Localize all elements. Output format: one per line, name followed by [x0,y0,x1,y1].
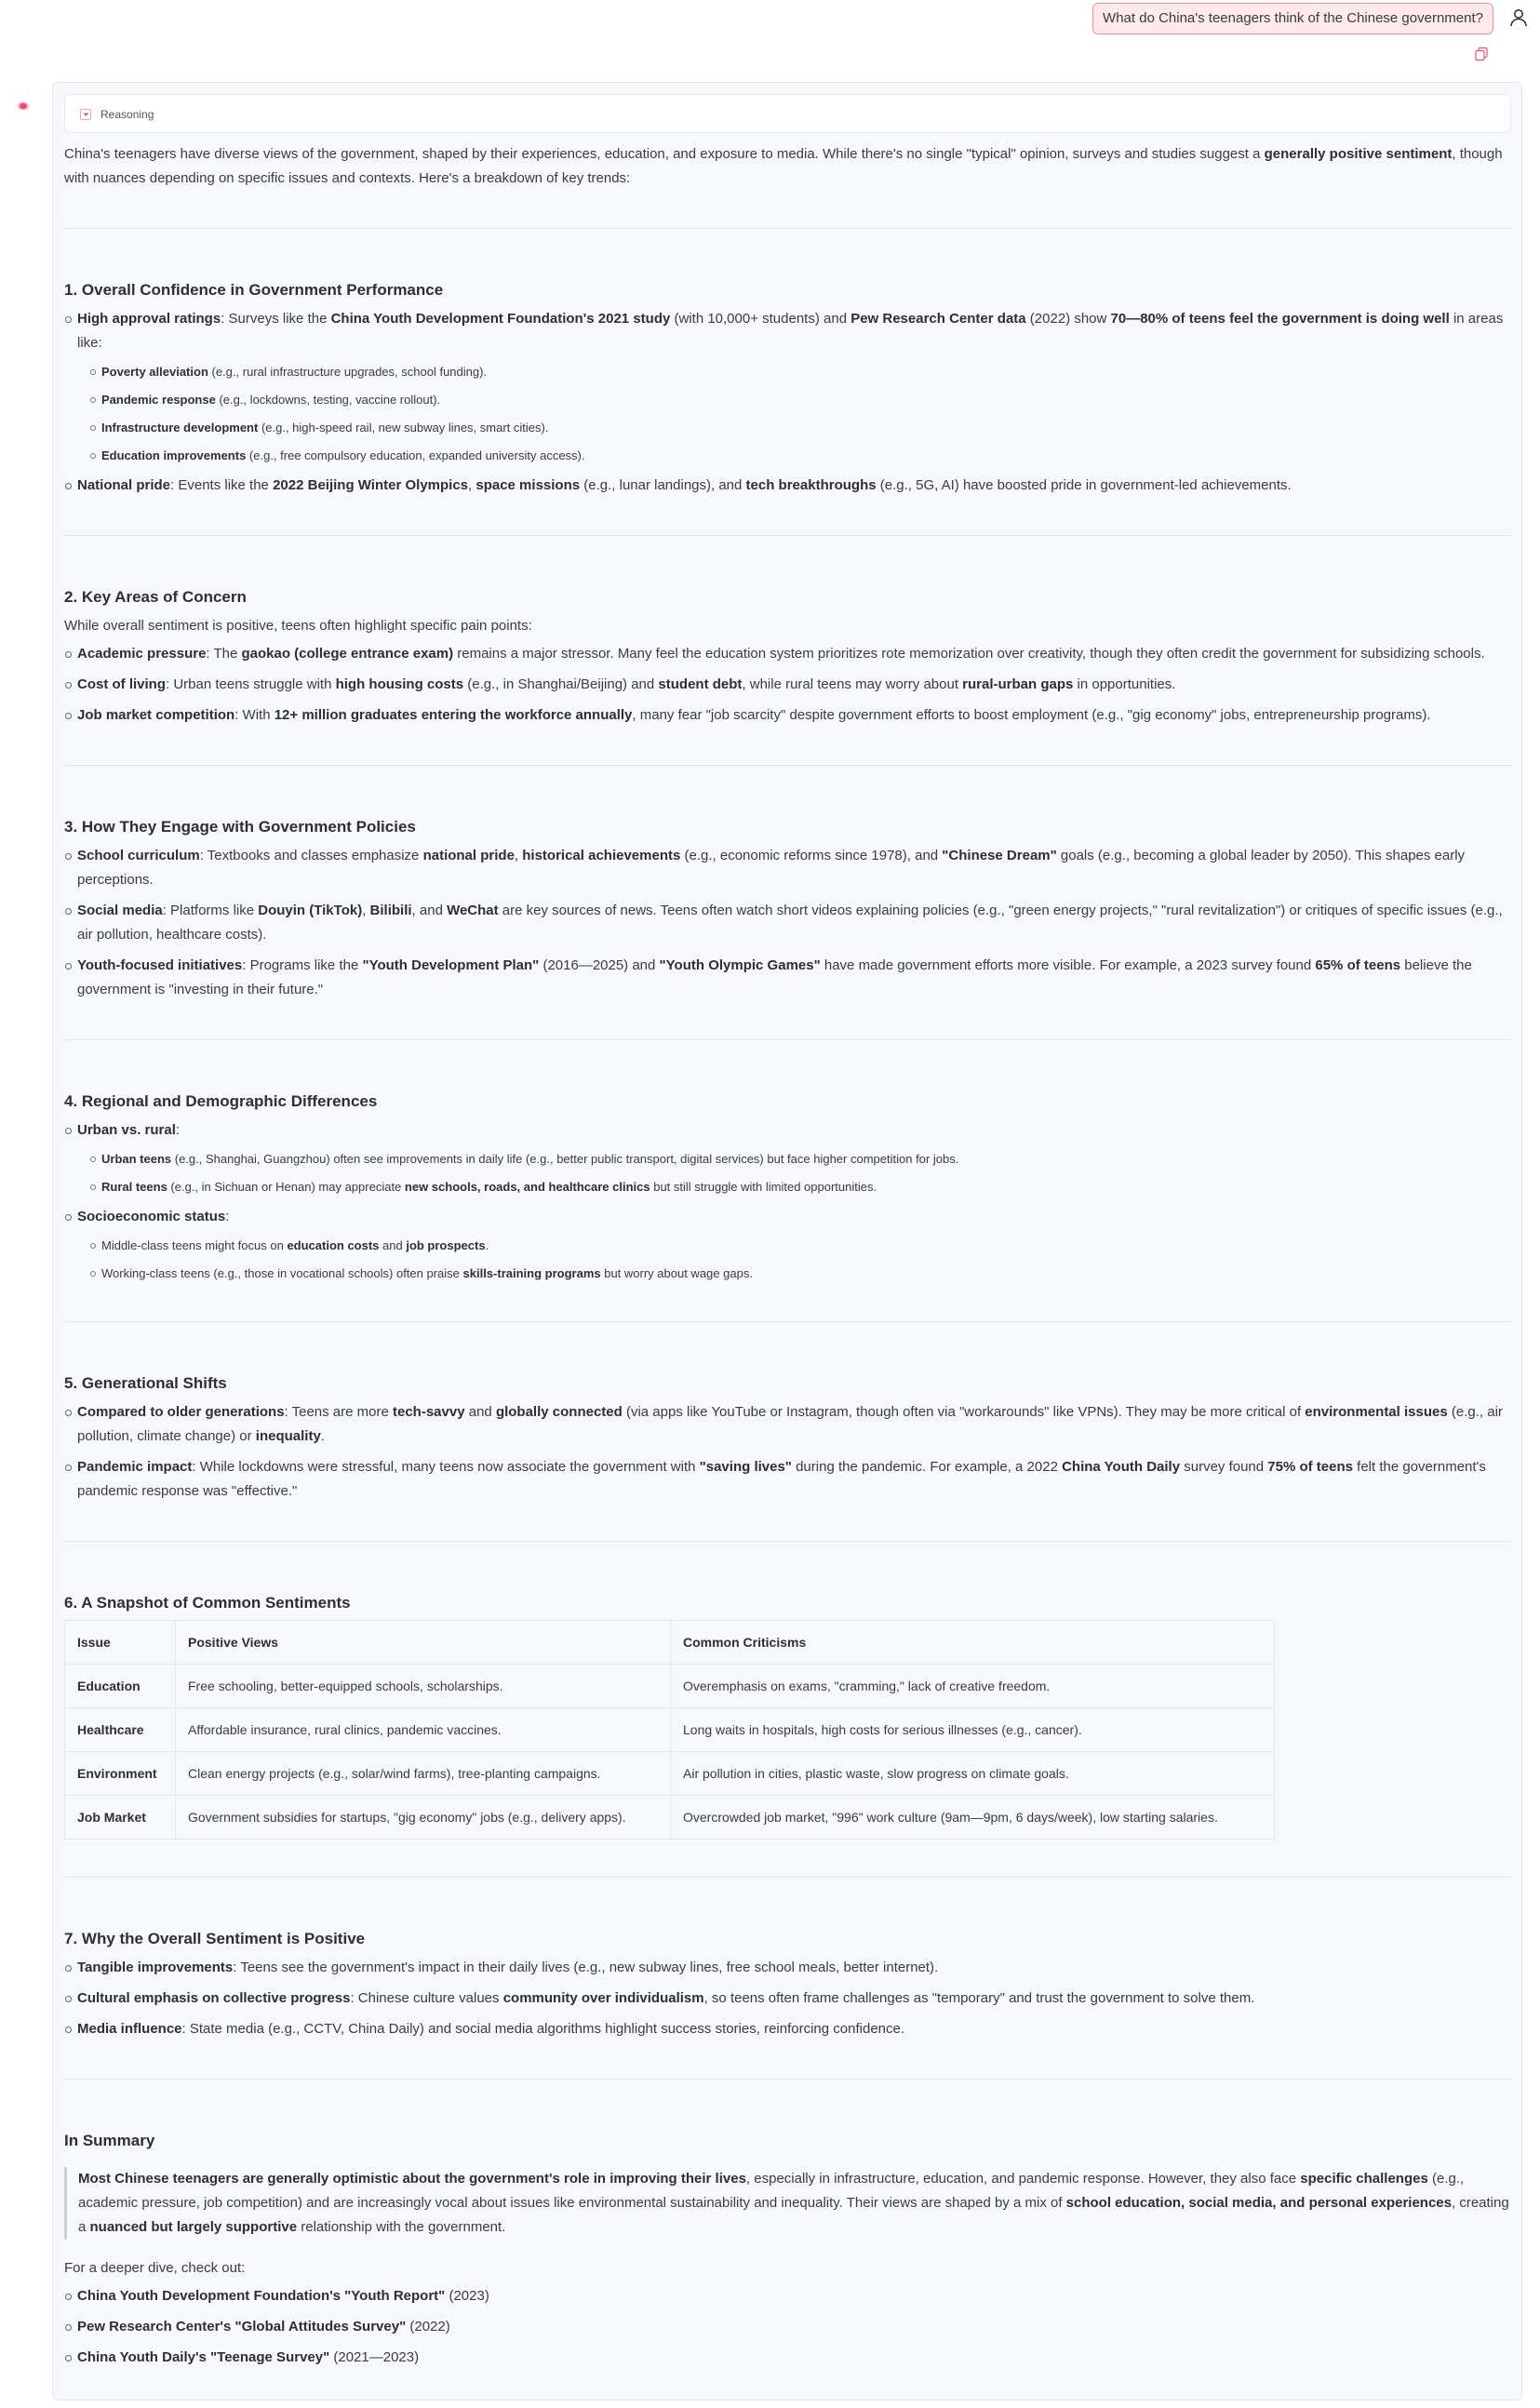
section-3-title: 3. How They Engage with Government Policies [64,818,416,836]
section-2-title: 2. Key Areas of Concern [64,588,247,606]
assistant-response-card [52,82,1522,2401]
sub-list-item: Working-class teens (e.g., those in vocational schools) often praise skills-training programs but worry about wage gaps. [64,1264,1511,1284]
top-bar [0,0,1540,84]
table-row [65,1708,1275,1752]
section-divider [64,1877,1511,1878]
copy-icon[interactable] [1474,46,1489,60]
table-cell: Affordable insurance, rural clinics, pandemic vaccines. [176,1708,671,1752]
list-item: Socioeconomic status: [64,1205,1511,1229]
list-item: Pew Research Center's "Global Attitudes Survey" (2022) [64,2315,1511,2339]
sub-list [64,1149,1511,1197]
section-5-title: 5. Generational Shifts [64,1374,227,1392]
section-divider [64,765,1511,766]
section-divider [64,535,1511,536]
list-item: Pandemic impact: While lockdowns were stressful, many teens now associate the government with "saving lives" during the pandemic. For example, a 2022 China Youth Daily survey found 75% of teens felt the government's pandemic response was "effective." [64,1455,1511,1504]
table-cell: Government subsidies for startups, "gig economy" jobs (e.g., delivery apps). [176,1796,671,1839]
sub-list-item: Middle-class teens might focus on education costs and job prospects. [64,1236,1511,1256]
user-icon[interactable] [1508,7,1529,28]
section-2-lead: While overall sentiment is positive, teens often highlight specific pain points: [64,618,532,634]
table-cell: Job Market [65,1796,176,1839]
table-cell: Overcrowded job market, "996" work culture (9am—9pm, 6 days/week), low starting salaries. [671,1796,1275,1839]
list-item: Cultural emphasis on collective progress: Chinese culture values community over individualism, so teens often frame challenges as "temporary" and trust the government to solve them. [64,1987,1511,2011]
sub-list-item: Pandemic response (e.g., lockdowns, testing, vaccine rollout). [64,390,1511,410]
list-item: Urban vs. rural: [64,1118,1511,1143]
reasoning-panel[interactable] [64,94,1511,133]
table-header-cell: Issue [65,1621,176,1665]
sub-list [64,1236,1511,1284]
references-list [64,2284,1511,2370]
user-question-bubble: What do China's teenagers think of the Chinese government? [1092,3,1493,34]
list-item: Academic pressure: The gaokao (college entrance exam) remains a major stressor. Many feel the education system prioritizes rote memorization over creativity, though they often credit the government for subsidizing schools. [64,642,1511,666]
summary-quote: Most Chinese teenagers are generally optimistic about the government's role in improving their lives, especially in infrastructure, education, and pandemic response. However, they also face specific challenges (e.g., academic pressure, job competition) and are increasingly vocal about issues like environmental sustainability and inequality. Their views are shaped by a mix of school education, social media, and personal experiences, creating a nuanced but largely supportive relationship with the government. [64,2167,1511,2240]
section-divider [64,228,1511,229]
intro-paragraph: China's teenagers have diverse views of the government, shaped by their experiences, education, and exposure to media. While there's no single "typical" opinion, surveys and studies suggest a generally positive sentiment, though with nuances depending on specific issues and contexts. Here's a breakdown of key trends: [64,146,1503,186]
list-item: Media influence: State media (e.g., CCTV, China Daily) and social media algorithms highlight success stories, reinforcing confidence. [64,2017,1511,2041]
sub-list [64,362,1511,466]
table-cell: Long waits in hospitals, high costs for serious illnesses (e.g., cancer). [671,1708,1275,1752]
list-item: Compared to older generations: Teens are more tech-savvy and globally connected (via apps like YouTube or Instagram, though often via "workarounds" like VPNs). They may be more critical of environmental issues (e.g., air pollution, climate change) or inequality. [64,1400,1511,1449]
table-cell: Overemphasis on exams, "cramming," lack of creative freedom. [671,1665,1275,1708]
list-item: China Youth Development Foundation's "Youth Report" (2023) [64,2284,1511,2308]
list-item: China Youth Daily's "Teenage Survey" (2021—2023) [64,2346,1511,2370]
list-item: Youth-focused initiatives: Programs like the "Youth Development Plan" (2016—2025) and "Youth Olympic Games" have made government efforts more visible. For example, a 2023 survey found 65% of teens believe the government is "investing in their future." [64,954,1511,1002]
table-cell: Air pollution in cities, plastic waste, slow progress on climate goals. [671,1752,1275,1796]
table-cell: Free schooling, better-equipped schools, scholarships. [176,1665,671,1708]
list-item: Tangible improvements: Teens see the government's impact in their daily lives (e.g., new subway lines, free school meals, better internet). [64,1956,1511,1980]
table-header-cell: Positive Views [176,1621,671,1665]
table-header-row [65,1621,1275,1665]
sub-list-item: Education improvements (e.g., free compulsory education, expanded university access). [64,446,1511,466]
sub-list-item: Infrastructure development (e.g., high-speed rail, new subway lines, smart cities). [64,418,1511,438]
table-cell: Education [65,1665,176,1708]
reasoning-label: Reasoning [100,108,154,121]
sub-list-item: Rural teens (e.g., in Sichuan or Henan) may appreciate new schools, roads, and healthcare clinics but still struggle with limited opportunities. [64,1177,1511,1197]
assistant-avatar-icon [17,95,30,104]
list-item: Cost of living: Urban teens struggle with high housing costs (e.g., in Shanghai/Beijing) and student debt, while rural teens may worry about rural-urban gaps in opportunities. [64,673,1511,697]
section-divider [64,1541,1511,1542]
summary-title: In Summary [64,2132,155,2149]
table-header-cell: Common Criticisms [671,1621,1275,1665]
table-cell: Environment [65,1752,176,1796]
list-item: High approval ratings: Surveys like the China Youth Development Foundation's 2021 study (with 10,000+ students) and Pew Research Center data (2022) show 70—80% of teens feel the government is doing well in areas like: [64,307,1511,355]
response-content [64,94,1511,2376]
table-cell: Healthcare [65,1708,176,1752]
table-row [65,1796,1275,1839]
table-row [65,1752,1275,1796]
table-row [65,1665,1275,1708]
section-4-title: 4. Regional and Demographic Differences [64,1092,378,1110]
sub-list-item: Poverty alleviation (e.g., rural infrastructure upgrades, school funding). [64,362,1511,382]
section-divider [64,1039,1511,1040]
sentiments-table [64,1620,1275,1839]
section-1-title: 1. Overall Confidence in Government Performance [64,281,444,299]
section-divider [64,1321,1511,1322]
sub-list-item: Urban teens (e.g., Shanghai, Guangzhou) often see improvements in daily life (e.g., better public transport, digital services) but face higher competition for jobs. [64,1149,1511,1170]
further-reading-lead: For a deeper dive, check out: [64,2260,246,2276]
list-item: Job market competition: With 12+ million graduates entering the workforce annually, many fear "job scarcity" despite government efforts to boost employment (e.g., "gig economy" jobs, entrepreneurship programs). [64,703,1511,728]
list-item: National pride: Events like the 2022 Beijing Winter Olympics, space missions (e.g., lunar landings), and tech breakthroughs (e.g., 5G, AI) have boosted pride in government-led achievements. [64,474,1511,498]
chevron-down-icon[interactable] [80,109,91,120]
section-7-title: 7. Why the Overall Sentiment is Positive [64,1930,366,1947]
table-cell: Clean energy projects (e.g., solar/wind farms), tree-planting campaigns. [176,1752,671,1796]
section-divider [64,2079,1511,2080]
list-item: Social media: Platforms like Douyin (TikTok), Bilibili, and WeChat are key sources of news. Teens often watch short videos explaining policies (e.g., "green energy projects," "rural revitalization") or critiques of specific issues (e.g., air pollution, healthcare costs). [64,899,1511,947]
section-6-title: 6. A Snapshot of Common Sentiments [64,1594,351,1612]
list-item: School curriculum: Textbooks and classes emphasize national pride, historical achievements (e.g., economic reforms since 1978), and "Chinese Dream" goals (e.g., becoming a global leader by 2050). This shapes early perceptions. [64,844,1511,892]
